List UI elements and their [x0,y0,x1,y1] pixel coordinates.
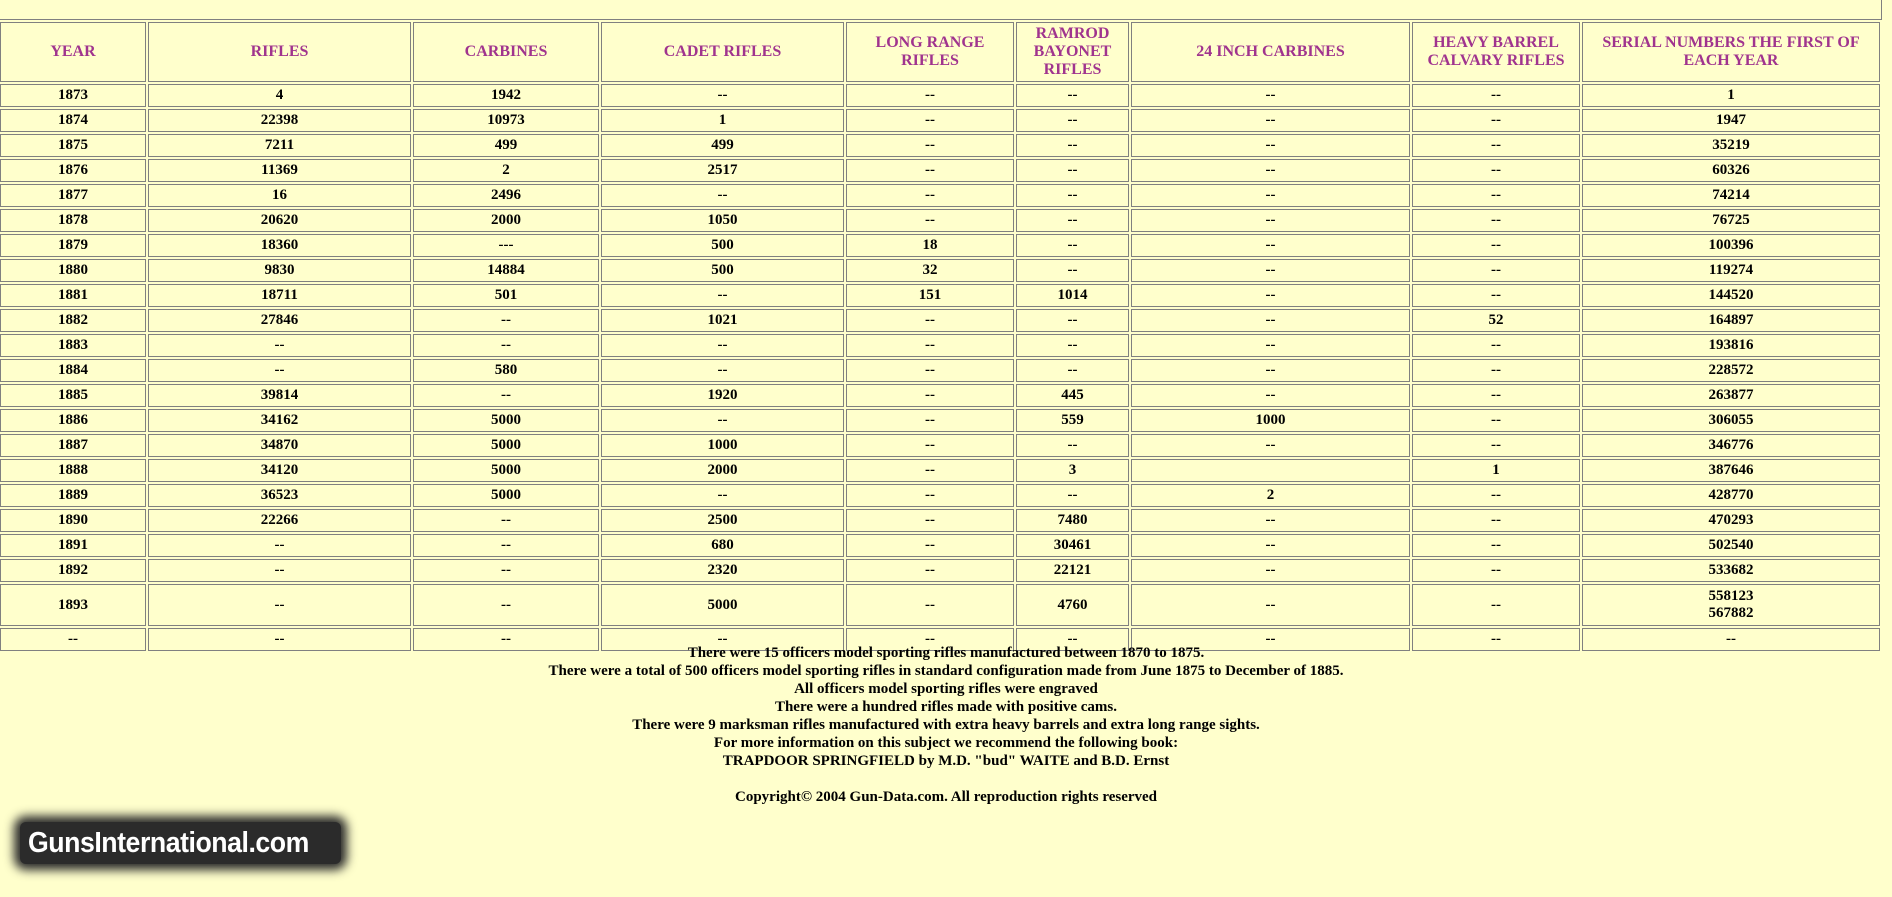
top-divider [0,0,1882,20]
table-cell: 2 [1131,484,1410,507]
table-cell: -- [846,309,1014,332]
column-header-line: CARBINES [464,43,548,60]
table-cell: -- [1016,359,1129,382]
table-cell: 39814 [148,384,411,407]
table-cell: -- [601,334,844,357]
table-cell: -- [413,584,599,626]
table-cell: 20620 [148,209,411,232]
table-cell: -- [1412,359,1580,382]
table-cell: 1882 [0,309,146,332]
site-logo[interactable] [20,822,341,864]
table-cell: 1 [1412,459,1580,482]
table-cell: -- [148,534,411,557]
column-header-line: CALVARY RIFLES [1427,52,1565,69]
table-cell: -- [1131,509,1410,532]
table-cell: 4 [148,84,411,107]
table-cell: 18 [846,234,1014,257]
table-cell: -- [1412,109,1580,132]
table-cell: -- [1412,559,1580,582]
table-cell: -- [1412,384,1580,407]
table-cell: -- [1131,384,1410,407]
table-row [0,359,1880,382]
note-line: For more information on this subject we recommend the following book: [713,735,1179,751]
table-cell: -- [413,309,599,332]
table-cell: 18360 [148,234,411,257]
table-cell: -- [846,409,1014,432]
notes-section [0,644,1892,806]
note-line: All officers model sporting rifles were engraved [794,681,1098,697]
table-cell: -- [1412,484,1580,507]
table-cell: -- [846,334,1014,357]
table-cell: -- [413,334,599,357]
table-cell: 1 [1582,84,1880,107]
table-cell: 52 [1412,309,1580,332]
table-cell: 1920 [601,384,844,407]
table-cell: 306055 [1582,409,1880,432]
table-cell: 1880 [0,259,146,282]
table-cell: -- [846,84,1014,107]
table-cell: -- [1582,628,1880,651]
table-row [0,234,1880,257]
table-cell: 35219 [1582,134,1880,157]
table-cell: 1888 [0,459,146,482]
note-line: There were a total of 500 officers model sporting rifles in standard configuration made from June 1875 to December of 1885. [548,663,1344,679]
table-cell: 9830 [148,259,411,282]
table-cell: 470293 [1582,509,1880,532]
table-cell: 1892 [0,559,146,582]
table-cell: -- [1131,628,1410,651]
table-row [0,259,1880,282]
column-header-line: EACH YEAR [1683,52,1779,69]
table-cell: -- [413,628,599,651]
table-cell: 36523 [148,484,411,507]
table-cell: 445 [1016,384,1129,407]
table-cell: -- [1412,159,1580,182]
table-cell: -- [1412,184,1580,207]
table-cell: 7480 [1016,509,1129,532]
column-header-line: RIFLES [901,52,959,69]
table-cell: 7211 [148,134,411,157]
table-cell: -- [601,484,844,507]
table-cell: 1893 [0,584,146,626]
table-cell: -- [1016,309,1129,332]
table-row [0,459,1880,482]
table-cell: -- [846,209,1014,232]
table-cell: 1 [601,109,844,132]
table-cell: 428770 [1582,484,1880,507]
table-cell: -- [148,559,411,582]
table-cell: -- [413,509,599,532]
column-header-line: RIFLES [1043,61,1102,78]
table-cell-line: 567882 [1708,605,1754,621]
table-cell: -- [601,184,844,207]
table-cell: 2320 [601,559,844,582]
table-cell: -- [846,384,1014,407]
table-cell: -- [846,134,1014,157]
table-cell: 680 [601,534,844,557]
table-cell: 1877 [0,184,146,207]
table-cell: 499 [413,134,599,157]
table-cell: 1942 [413,84,599,107]
table-cell: 18711 [148,284,411,307]
table-body [0,84,1880,651]
table-cell: -- [1131,334,1410,357]
table-cell: -- [1131,359,1410,382]
table-cell: 5000 [413,434,599,457]
column-header [1412,22,1580,82]
table-cell: -- [846,559,1014,582]
table-cell: -- [601,284,844,307]
table-cell: 2496 [413,184,599,207]
table-cell: 100396 [1582,234,1880,257]
table-row [0,84,1880,107]
table-cell: -- [1131,534,1410,557]
table-cell: 1886 [0,409,146,432]
table-cell: 499 [601,134,844,157]
column-header [846,22,1014,82]
table-cell: 1881 [0,284,146,307]
table-cell: -- [1016,134,1129,157]
table-cell: -- [846,159,1014,182]
table-cell: 11369 [148,159,411,182]
table-cell: -- [0,628,146,651]
table-cell: -- [1412,234,1580,257]
table-cell: -- [846,534,1014,557]
table-cell: -- [601,628,844,651]
table-cell: -- [846,628,1014,651]
column-header [601,22,844,82]
table-cell: 5000 [413,409,599,432]
table-cell: 10973 [413,109,599,132]
table-cell: 1878 [0,209,146,232]
table-row [0,584,1880,626]
table-cell: -- [1016,484,1129,507]
column-header-line: LONG RANGE [875,34,985,51]
column-header [1131,22,1410,82]
table-cell: -- [1016,209,1129,232]
table-cell: 2 [413,159,599,182]
table-cell: -- [1412,409,1580,432]
table-cell: -- [1412,259,1580,282]
table-cell: -- [601,359,844,382]
column-header-line: HEAVY BARREL [1433,34,1559,51]
column-header [1582,22,1880,82]
table-row [0,384,1880,407]
table-cell: 228572 [1582,359,1880,382]
table-cell: 22398 [148,109,411,132]
table-cell: 1889 [0,484,146,507]
table-cell: 1890 [0,509,146,532]
table-row [0,509,1880,532]
column-header [0,22,146,82]
table-cell: -- [1131,434,1410,457]
table-cell: 1000 [601,434,844,457]
table-cell: 164897 [1582,309,1880,332]
table-cell: -- [1412,134,1580,157]
table-cell: 34870 [148,434,411,457]
table-cell: 34120 [148,459,411,482]
table-cell: 4760 [1016,584,1129,626]
table-cell: 22121 [1016,559,1129,582]
table-cell: -- [413,384,599,407]
table-cell: 30461 [1016,534,1129,557]
table-cell: 1050 [601,209,844,232]
table-cell: 1883 [0,334,146,357]
production-table [0,20,1882,653]
column-header-line: SERIAL NUMBERS THE FIRST OF [1602,34,1860,51]
table-cell: -- [1016,234,1129,257]
table-cell: 119274 [1582,259,1880,282]
table-cell: -- [1412,584,1580,626]
table-cell: 16 [148,184,411,207]
table-row [0,334,1880,357]
table-cell: 2517 [601,159,844,182]
table-cell: -- [1016,159,1129,182]
table-row [0,109,1880,132]
table-cell: -- [1412,509,1580,532]
copyright-text: Copyright© 2004 Gun-Data.com. All reproduction rights reserved [734,789,1158,805]
table-cell: -- [1131,84,1410,107]
table-header-row [0,22,1880,82]
table-cell: -- [1412,284,1580,307]
table-row [0,134,1880,157]
table-cell: 5000 [413,484,599,507]
column-header-line: RIFLES [250,43,309,60]
table-cell: 1891 [0,534,146,557]
table-cell: -- [846,484,1014,507]
table-row [0,209,1880,232]
table-row [0,409,1880,432]
table-cell: -- [601,409,844,432]
table-cell: -- [1412,209,1580,232]
table-cell: -- [148,334,411,357]
table-cell: -- [846,509,1014,532]
table-cell: -- [1131,259,1410,282]
table-cell: 76725 [1582,209,1880,232]
table-cell: -- [846,184,1014,207]
table-cell: 263877 [1582,384,1880,407]
table-cell: -- [846,109,1014,132]
table-cell: 2500 [601,509,844,532]
table-cell: 151 [846,284,1014,307]
table-cell: -- [846,459,1014,482]
column-header-line: YEAR [50,43,96,60]
book-reference: TRAPDOOR SPRINGFIELD by M.D. "bud" WAITE and B.D. Ernst [722,753,1170,769]
table-cell: 533682 [1582,559,1880,582]
table-cell: -- [148,628,411,651]
column-header-line: RAMROD [1035,25,1110,42]
table-cell: 1887 [0,434,146,457]
table-cell: -- [846,359,1014,382]
table-cell: 144520 [1582,284,1880,307]
table-cell: --- [413,234,599,257]
table-cell: -- [601,84,844,107]
table-cell: -- [1131,134,1410,157]
table-cell: -- [413,534,599,557]
table-cell: 3 [1016,459,1129,482]
table-cell: -- [1131,209,1410,232]
table-cell: -- [1016,259,1129,282]
table-row [0,284,1880,307]
table-cell-line: 558123 [1708,588,1754,604]
table-cell: -- [1131,109,1410,132]
column-header-line: BAYONET [1033,43,1112,60]
table-cell: 346776 [1582,434,1880,457]
table-row [0,309,1880,332]
table-cell: -- [1131,234,1410,257]
table-cell: 1000 [1131,409,1410,432]
table-cell: 1947 [1582,109,1880,132]
table-cell: -- [413,559,599,582]
table-cell: -- [846,584,1014,626]
table-cell: 1876 [0,159,146,182]
table-cell: 2000 [413,209,599,232]
table-cell: 74214 [1582,184,1880,207]
table-cell: 5000 [413,459,599,482]
table-cell: 1021 [601,309,844,332]
table-cell: 500 [601,259,844,282]
table-row [0,184,1880,207]
table-cell: 502540 [1582,534,1880,557]
column-header-line: CADET RIFLES [663,43,782,60]
table-cell: -- [1412,434,1580,457]
table-cell [1131,459,1410,482]
table-cell: -- [1412,334,1580,357]
table-cell: 1884 [0,359,146,382]
table-cell: 1014 [1016,284,1129,307]
table-cell: -- [1131,184,1410,207]
table-cell: 501 [413,284,599,307]
column-header [1016,22,1129,82]
table-cell: 1874 [0,109,146,132]
table-cell: 60326 [1582,159,1880,182]
table-cell: -- [1131,559,1410,582]
table-cell: -- [1131,284,1410,307]
column-header-line: 24 INCH CARBINES [1196,43,1345,60]
note-line: There were 15 officers model sporting rifles manufactured between 1870 to 1875. [687,645,1205,661]
table-cell: -- [148,584,411,626]
table-cell: -- [846,434,1014,457]
table-cell: 22266 [148,509,411,532]
table-cell: -- [1131,309,1410,332]
table-cell: -- [148,359,411,382]
table-cell [1582,584,1880,626]
table-cell: -- [1412,84,1580,107]
table-cell: 580 [413,359,599,382]
table-cell: 1885 [0,384,146,407]
note-line: There were 9 marksman rifles manufactured with extra heavy barrels and extra long range sights. [632,717,1260,733]
table-row [0,559,1880,582]
table-row [0,484,1880,507]
table-cell: -- [1016,334,1129,357]
table-row [0,159,1880,182]
column-header [148,22,411,82]
table-cell: 32 [846,259,1014,282]
table-cell: -- [1016,434,1129,457]
table-cell: -- [1131,584,1410,626]
table-cell: 559 [1016,409,1129,432]
table-row [0,534,1880,557]
table-cell: 193816 [1582,334,1880,357]
table-cell: -- [1016,84,1129,107]
table-cell: 34162 [148,409,411,432]
table-cell: -- [1016,184,1129,207]
note-line: There were a hundred rifles made with positive cams. [774,699,1118,715]
table-cell: 1875 [0,134,146,157]
column-header [413,22,599,82]
site-logo-text: GunsInternational.com [28,826,309,859]
table-cell: -- [1016,628,1129,651]
table-row [0,434,1880,457]
table-cell: 5000 [601,584,844,626]
table-cell: -- [1131,159,1410,182]
table-cell: 27846 [148,309,411,332]
table-cell: 2000 [601,459,844,482]
table-cell: 387646 [1582,459,1880,482]
table-cell: 1879 [0,234,146,257]
table-cell: 500 [601,234,844,257]
table-cell: -- [1412,628,1580,651]
table-cell: 14884 [413,259,599,282]
table-cell: -- [1412,534,1580,557]
table-cell: 1873 [0,84,146,107]
table-cell: -- [1016,109,1129,132]
